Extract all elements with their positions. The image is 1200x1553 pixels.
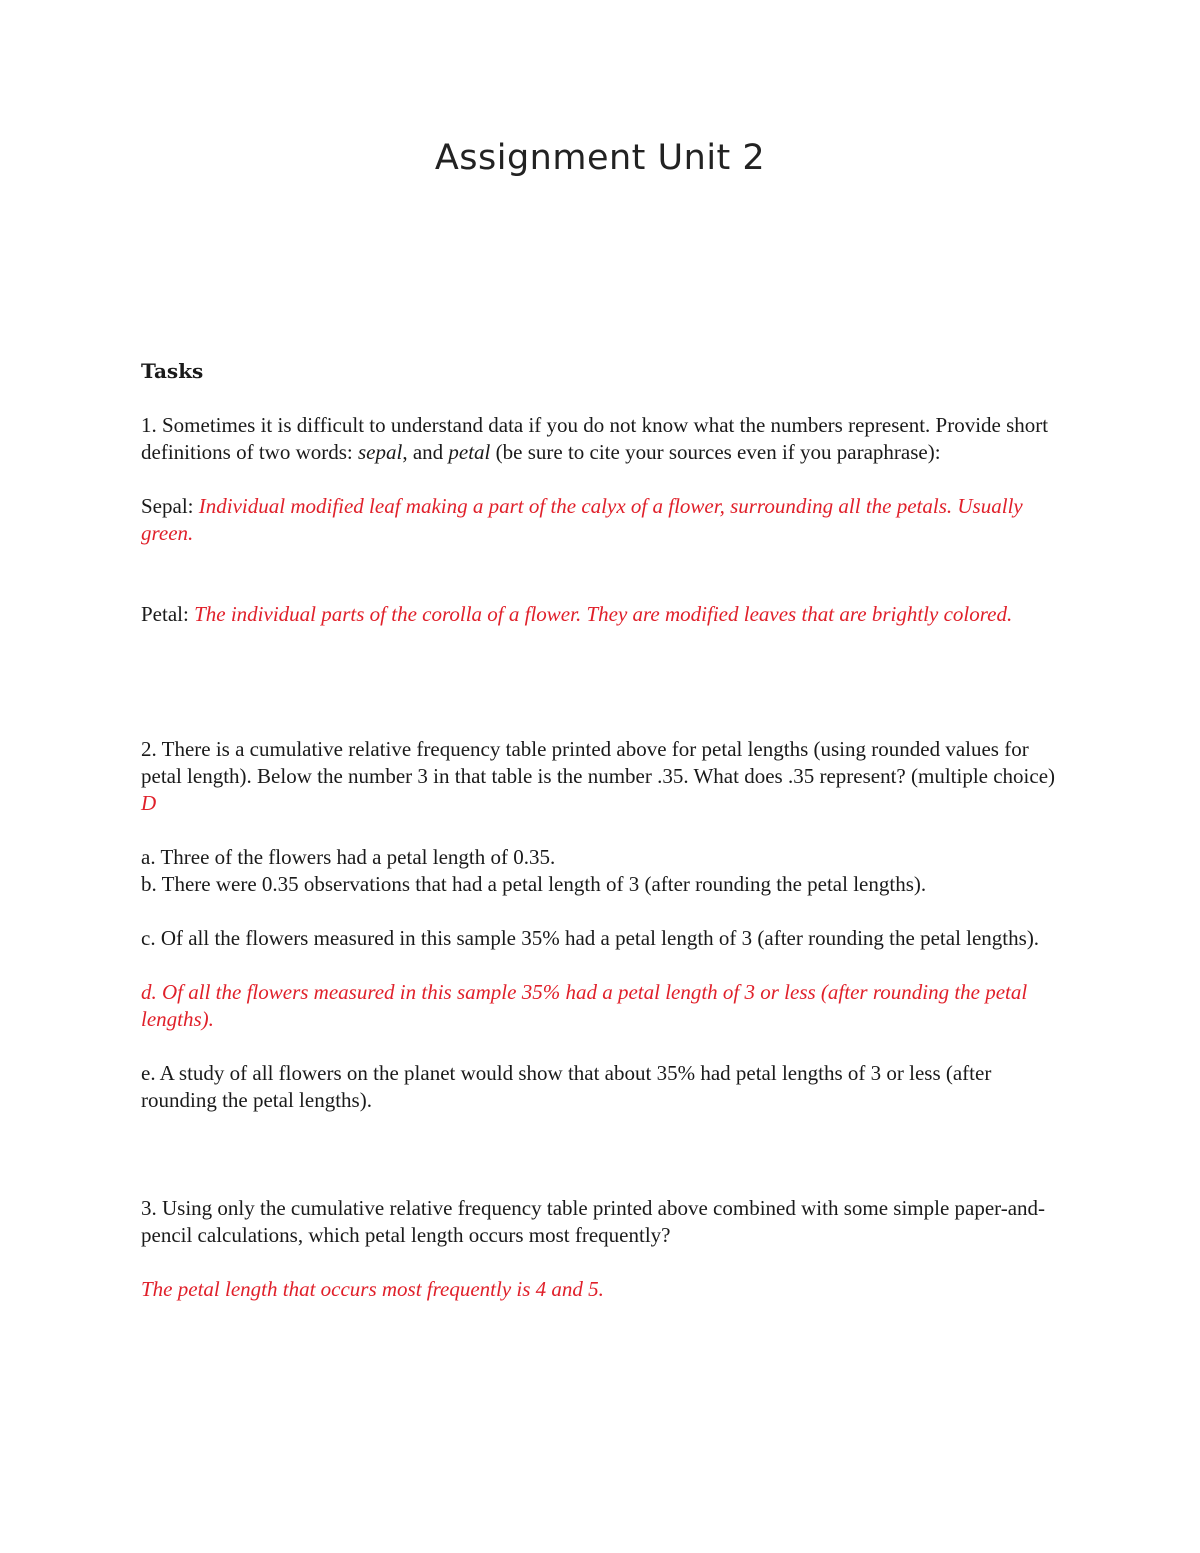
- question-2-answer: D: [141, 791, 157, 815]
- petal-answer: The individual parts of the corolla of a flower. They are modified leaves that are brightly colored.: [194, 602, 1013, 626]
- term-separator: , and: [402, 440, 449, 464]
- question-2-text: 2. There is a cumulative relative frequency table printed above for petal lengths (using rounded values for petal length). Below the number 3 in that table is the number .35. What does .35 represent? (multiple choice): [141, 737, 1056, 788]
- term-petal: petal: [448, 440, 491, 464]
- term-sepal: sepal: [357, 440, 403, 464]
- question-1-text: 1. Sometimes it is difficult to understand data if you do not know what the numbers represent. Provide short definitions of two words:: [141, 413, 1049, 464]
- tasks-heading: Tasks: [141, 359, 204, 383]
- question-1: [141, 412, 1061, 466]
- question-1-instruction: (be sure to cite your sources even if you paraphrase):: [490, 440, 941, 464]
- sepal-label: Sepal:: [141, 494, 199, 518]
- sepal-definition: [141, 493, 1061, 547]
- sepal-answer: Individual modified leaf making a part of the calyx of a flower, surrounding all the petals. Usually green.: [141, 494, 1023, 545]
- option-e: e. A study of all flowers on the planet would show that about 35% had petal lengths of 3 or less (after rounding the petal lengths).: [141, 1061, 992, 1112]
- question-3: 3. Using only the cumulative relative frequency table printed above combined with some simple paper-and-pencil calculations, which petal length occurs most frequently?: [141, 1196, 1046, 1247]
- option-c: c. Of all the flowers measured in this sample 35% had a petal length of 3 (after rounding the petal lengths).: [141, 926, 1040, 950]
- page-title: Assignment Unit 2: [434, 138, 766, 178]
- petal-definition: [141, 601, 1061, 628]
- document-body: [141, 358, 1061, 1303]
- question-2: [141, 736, 1061, 817]
- option-d: d. Of all the flowers measured in this sample 35% had a petal length of 3 or less (after rounding the petal lengths).: [141, 980, 1028, 1031]
- petal-label: Petal:: [141, 602, 195, 626]
- option-a: a. Three of the flowers had a petal length of 0.35.: [141, 845, 556, 869]
- option-b: b. There were 0.35 observations that had a petal length of 3 (after rounding the petal lengths).: [141, 872, 927, 896]
- question-3-answer: The petal length that occurs most frequently is 4 and 5.: [141, 1277, 604, 1301]
